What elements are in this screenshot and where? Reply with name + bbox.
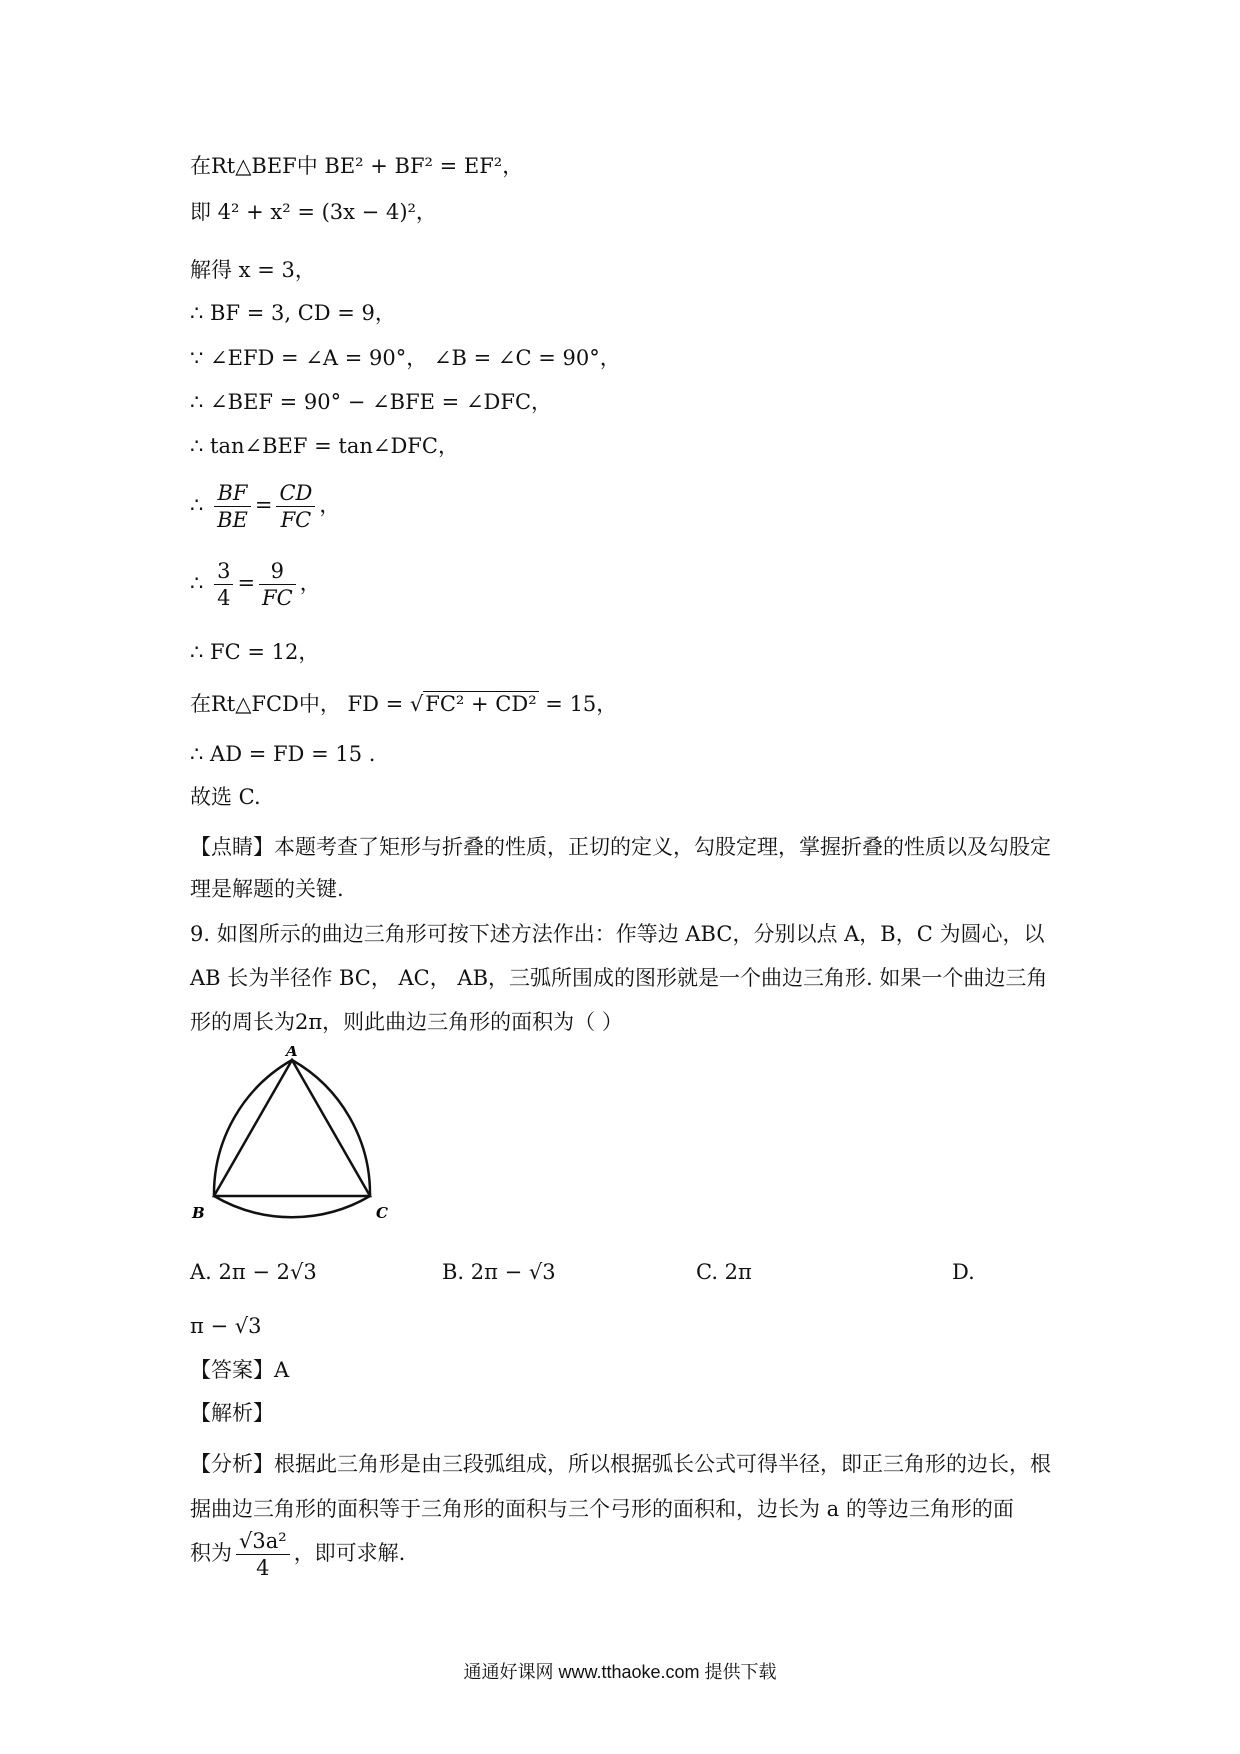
last-line-suffix: ，即可求解. xyxy=(293,1541,406,1565)
equals-sign: = xyxy=(254,493,273,517)
line-12: ∴ AD = FD = 15 . xyxy=(190,742,376,766)
fraction-numerator: 3 xyxy=(214,558,233,585)
fraction-denominator: 4 xyxy=(217,586,231,610)
line-10: ∴ FC = 12， xyxy=(190,640,320,664)
fraction-cd-fc xyxy=(276,480,315,533)
therefore-symbol: ∴ xyxy=(190,571,204,595)
option-c: C. 2π xyxy=(696,1260,752,1284)
line-5: ∵ ∠EFD = ∠A = 90°， ∠B = ∠C = 90°， xyxy=(190,346,621,370)
sqrt-content: FC² + CD² xyxy=(425,692,537,716)
line-13: 故选 C. xyxy=(190,785,261,809)
option-d: D. xyxy=(952,1260,975,1284)
fraction-denominator: FC xyxy=(280,508,312,532)
fraction-numerator: 9 xyxy=(259,558,296,585)
line-7: ∴ tan∠BEF = tan∠DFC， xyxy=(190,434,459,458)
line-4: ∴ BF = 3, CD = 9， xyxy=(190,301,396,325)
comma: ， xyxy=(319,493,341,517)
answer-line: 【答案】A xyxy=(190,1358,290,1382)
line-6: ∴ ∠BEF = 90° − ∠BFE = ∠DFC， xyxy=(190,390,553,414)
fraction-denominator: 4 xyxy=(256,1556,270,1580)
page-footer: 通通好课网 www.tthaoke.com 提供下载 xyxy=(463,1662,777,1682)
line-1: 在Rt△BEF中 BE² + BF² = EF²， xyxy=(190,154,524,178)
equals-sign: = xyxy=(237,571,256,595)
equilateral-triangle xyxy=(214,1060,370,1196)
analysis-last-line xyxy=(190,1528,405,1581)
option-a: A. 2π − 2√3 xyxy=(190,1260,317,1284)
fraction-bf-be xyxy=(214,480,251,533)
line-2: 即 4² + x² = (3x − 4)²， xyxy=(190,200,437,224)
fraction-3-4 xyxy=(214,558,233,611)
fraction-numerator: BF xyxy=(214,480,251,507)
fraction-numerator: CD xyxy=(276,480,315,507)
question-9: 9. 如图所示的曲边三角形可按下述方法作出：作等边 ABC，分别以点 A，B，C 为圆心，以 AB 长为半径作 BC， AC， AB，三弧所围成的图形就是一个曲边三角形. 如果一个曲边三角形的周长为2π，则此曲边三角形的面积为（ ） xyxy=(190,922,1048,1034)
line-3: 解得 x = 3， xyxy=(190,258,316,282)
analysis-title: 【解析】 xyxy=(190,1401,274,1425)
option-d-value: π − √3 xyxy=(190,1314,262,1338)
sqrt-radical: √ xyxy=(409,692,424,716)
fraction-area-formula xyxy=(236,1528,290,1581)
therefore-symbol: ∴ xyxy=(190,493,204,517)
vertex-label-c: C xyxy=(376,1204,388,1222)
fraction-numerator: √3a² xyxy=(236,1528,290,1555)
vertex-label-a: A xyxy=(286,1046,298,1060)
fraction-denominator: BE xyxy=(217,508,248,532)
fraction-denominator: FC xyxy=(262,586,293,610)
vertex-label-b: B xyxy=(192,1204,205,1222)
line-8 xyxy=(190,480,340,533)
comma: ， xyxy=(299,571,321,595)
curved-triangle-arcs xyxy=(214,1060,370,1217)
line-11-prefix: 在Rt△FCD中， FD = xyxy=(190,692,410,716)
fraction-9-fc xyxy=(259,558,296,611)
reuleaux-triangle-figure xyxy=(188,1046,408,1226)
line-9 xyxy=(190,558,321,611)
last-line-prefix: 积为 xyxy=(190,1541,232,1565)
option-b: B. 2π − √3 xyxy=(442,1260,556,1284)
note-paragraph: 【点睛】本题考查了矩形与折叠的性质，正切的定义，勾股定理，掌握折叠的性质以及勾股定理是解题的关键. xyxy=(190,835,1051,901)
analysis-paragraph: 【分析】根据此三角形是由三段弧组成，所以根据弧长公式可得半径，即正三角形的边长，根据曲边三角形的面积等于三角形的面积与三个弓形的面积和，边长为 a 的等边三角形的面 xyxy=(190,1452,1051,1521)
line-11-suffix: = 15， xyxy=(538,692,618,716)
line-11 xyxy=(190,690,617,718)
